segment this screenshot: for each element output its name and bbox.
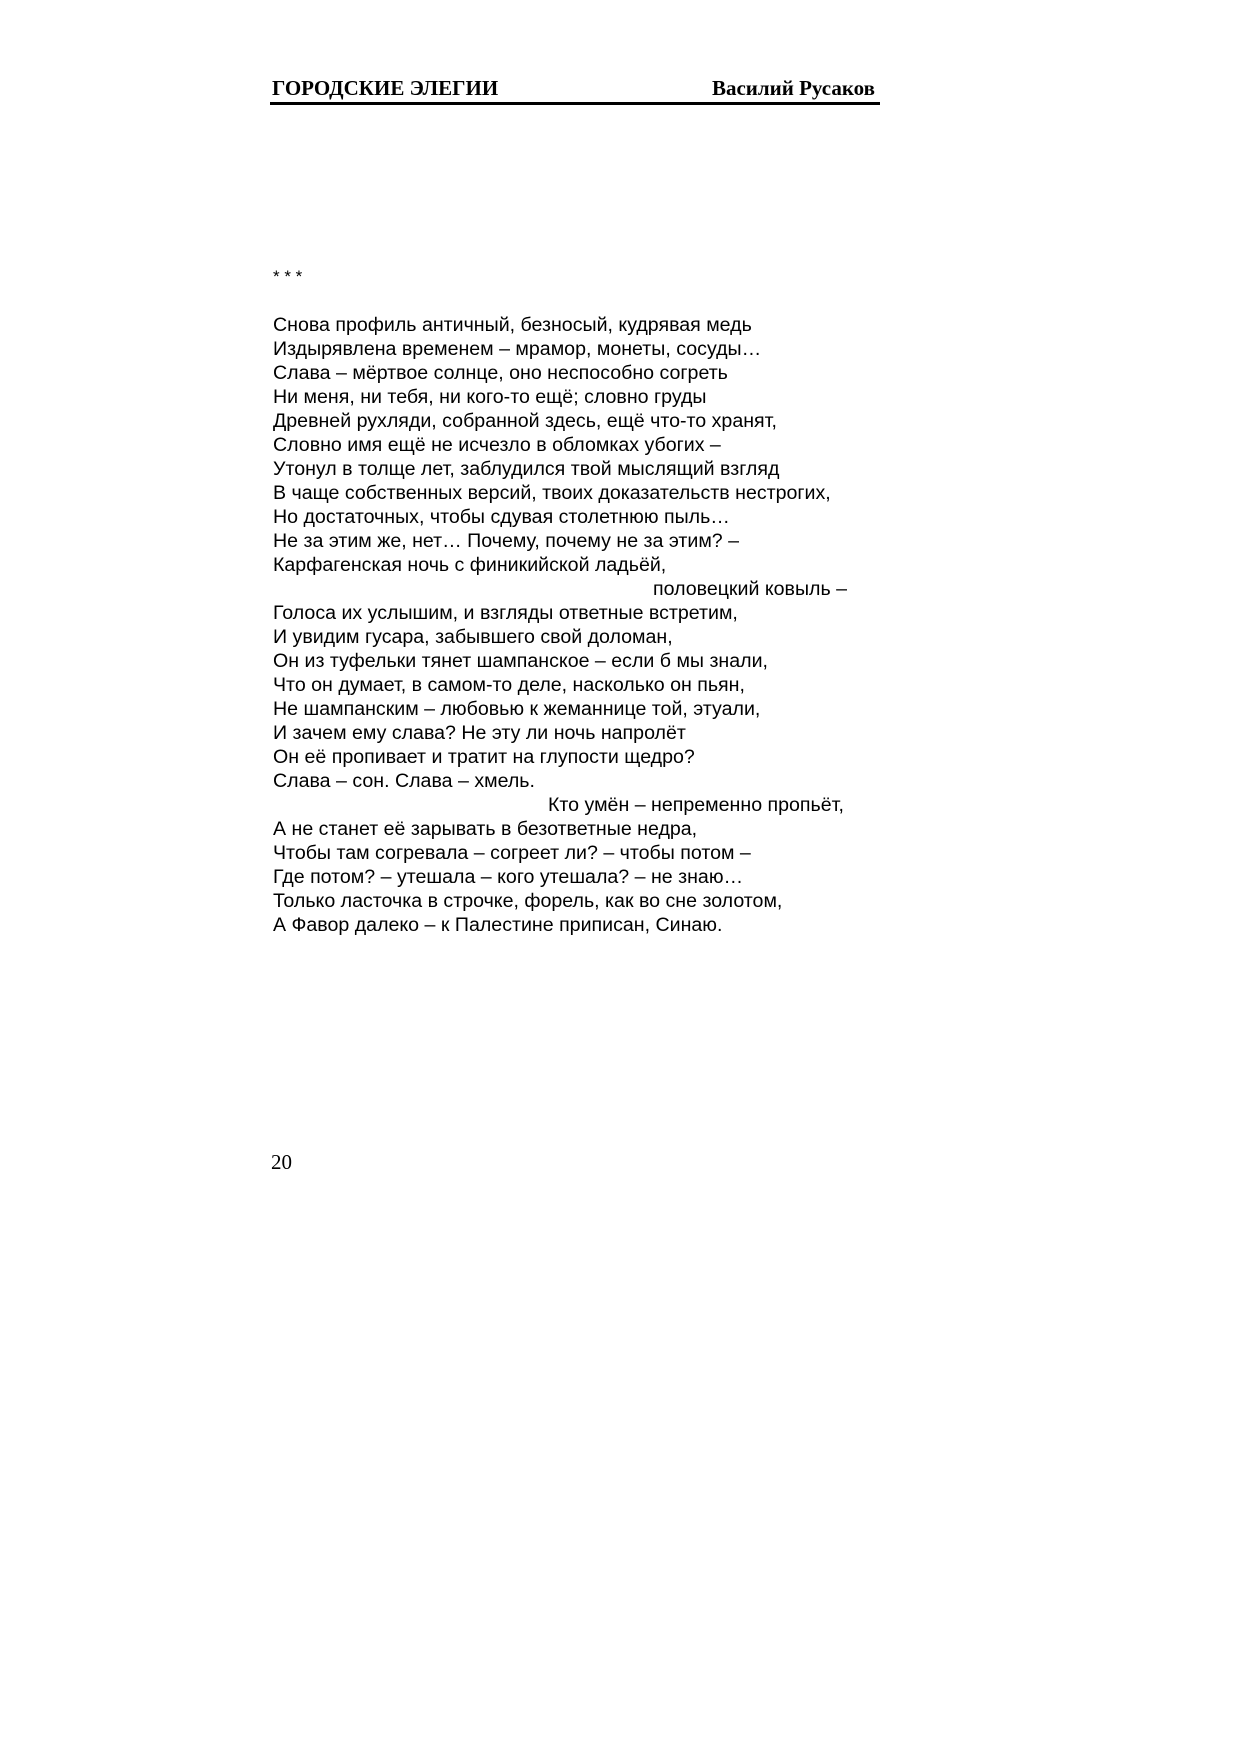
page-number: 20: [271, 1150, 292, 1174]
poem-line: Снова профиль античный, безносый, кудрявая медь: [273, 314, 752, 336]
poem-line: Голоса их услышим, и взгляды ответные встретим,: [273, 602, 738, 624]
poem-line: Чтобы там согревала – согреет ли? – чтобы потом –: [273, 842, 751, 864]
poem-line: Карфагенская ночь с финикийской ладьёй,: [273, 554, 667, 576]
poem-line: Издырявлена временем – мрамор, монеты, сосуды…: [273, 338, 762, 360]
poem-line: Но достаточных, чтобы сдувая столетнюю пыль…: [273, 506, 730, 528]
poem-line: Не шампанским – любовью к жеманнице той, этуали,: [273, 698, 761, 720]
poem-line: Слава – сон. Слава – хмель.: [273, 770, 535, 792]
poem-separator: * * *: [273, 267, 303, 286]
poem-line: Ни меня, ни тебя, ни кого-то ещё; словно груды: [273, 386, 707, 408]
poem-line: Словно имя ещё не исчезло в обломках убогих –: [273, 434, 721, 456]
poem-line: И зачем ему слава? Не эту ли ночь напролёт: [273, 722, 686, 744]
poem-line: Он её пропивает и тратит на глупости щедро?: [273, 746, 695, 768]
poem: [273, 265, 893, 937]
poem-line: Слава – мёртвое солнце, оно неспособно согреть: [273, 362, 728, 384]
book-title: ГОРОДСКИЕ ЭЛЕГИИ: [272, 76, 499, 100]
running-header: [270, 74, 880, 105]
poem-line: И увидим гусара, забывшего свой доломан,: [273, 626, 673, 648]
poem-line: Где потом? – утешала – кого утешала? – не знаю…: [273, 866, 744, 888]
poem-line: Не за этим же, нет… Почему, почему не за этим? –: [273, 530, 740, 552]
poem-line: Что он думает, в самом-то деле, насколько он пьян,: [273, 674, 745, 696]
poem-line: А не станет её зарывать в безответные недра,: [273, 818, 698, 840]
poem-line: Только ласточка в строчке, форель, как во сне золотом,: [273, 890, 783, 912]
poem-line: В чаще собственных версий, твоих доказательств нестрогих,: [273, 482, 831, 504]
poem-line: Древней рухляди, собранной здесь, ещё что-то хранят,: [273, 410, 777, 432]
poem-line: Утонул в толще лет, заблудился твой мыслящий взгляд: [273, 458, 780, 480]
poem-line: Он из туфельки тянет шампанское – если б мы знали,: [273, 650, 768, 672]
poem-line-indented: Кто умён – непременно пропьёт,: [548, 794, 844, 816]
author-name: Василий Русаков: [711, 76, 875, 100]
poem-line-indented: половецкий ковыль –: [653, 578, 848, 600]
poem-line: А Фавор далеко – к Палестине приписан, Синаю.: [273, 914, 723, 936]
